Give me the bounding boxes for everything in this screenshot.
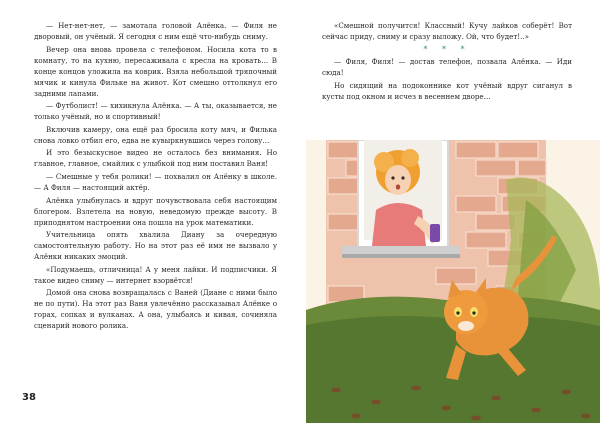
right-text-column bbox=[322, 20, 572, 102]
paragraph: Но сидящий на подоконнике кот учёный вдруг сиганул в кусты под окном и исчез в весеннем дворе… bbox=[322, 80, 572, 101]
left-text-column bbox=[34, 20, 277, 331]
paragraph: Домой она снова возвращалась с Ваней (Диане с ними было не по пути). На этот раз Ваня увлечённо рассказывал Алёнке о горах, сопках и вулканах. А она, улыбаясь и кивая, сочиняла сценарий нового ролика. bbox=[34, 288, 277, 331]
paragraph: Включив камеру, она ещё раз бросила коту мяч, и Филька снова ловко отбил его, едва не кувыркнувшись через голову… bbox=[34, 124, 277, 145]
paragraph: — Нет-нет-нет, — замотала головой Алёнка. — Филя не дворовый, он учёный. Я сегодня с ним ещё что-нибудь сниму. bbox=[34, 21, 277, 41]
paragraph: Учительница опять хвалила Диану за очередную самостоятельную работу. Но на этот раз её имя не вызвало у Алёнки никаких эмоций. bbox=[34, 230, 277, 262]
illustration bbox=[306, 140, 600, 423]
paragraph: Вечер она вновь провела с телефоном. Носила кота то в комнату, то на кухню, пересаживала с кресла на кровать… В конце концов уложила на коврик. Взяла небольшой тряпочный мячик и кинула Фильке на живот. Кот смешно оттолкнул его задними лапами. bbox=[34, 44, 277, 98]
paragraph: «Смешной получится! Классный! Кучу лайков соберёт! Вот сейчас приду, сниму и сразу выложу. Ой, что будет!..» bbox=[322, 21, 572, 41]
page-number: 38 bbox=[22, 392, 36, 403]
paragraph: — Филя, Филя! — достав телефон, позвала Алёнка. — Иди сюда! bbox=[322, 57, 572, 78]
paragraph: «Подумаешь, отличница! А у меня лайки. И подписчики. Я такое видео сниму — интернет взорвётся! bbox=[34, 264, 277, 285]
paragraph: И это безыскусное видео не осталось без внимания. Но главное, главное, смайлик с улыбкой под ним поставил Ваня! bbox=[34, 148, 277, 169]
phone-icon bbox=[430, 224, 440, 242]
section-separator: * * * bbox=[423, 44, 471, 54]
paragraph: — Смешные у тебя ролики! — похвалил он Алёнку в школе. — А Филя — настоящий актёр. bbox=[34, 171, 277, 192]
paragraph: — Футболист! — хихикнула Алёнка. — А ты, оказывается, не только учёный, но и спортивный! bbox=[34, 101, 277, 122]
paragraph: Алёнка улыбнулась и вдруг почувствовала себя настоящим блогером. Взлетела на новую, неведомую прежде высоту. В приподнятом настроении она пошла на урок математики. bbox=[34, 195, 277, 227]
